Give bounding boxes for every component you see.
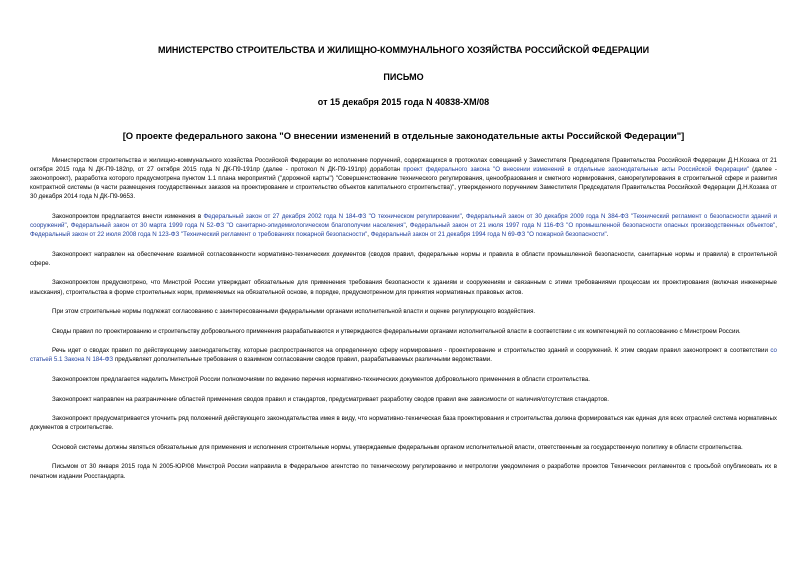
link-law-384fz[interactable]: Федеральный закон от 30 декабря 2009 года N 384-ФЗ "Технический регламент о безопасности зданий и сооружений" bbox=[30, 212, 777, 230]
link-law-52fz[interactable]: Федеральный закон от 30 марта 1999 года N 52-ФЗ "О санитарно-эпидемиологическом благополучии населения" bbox=[70, 222, 406, 230]
separator: , bbox=[66, 222, 71, 230]
paragraph-2 bbox=[30, 212, 777, 239]
separator: , bbox=[775, 222, 777, 230]
paragraph-10: Законопроект предусматривается уточнить ряд положений действующего законодательства имея в виду, что нормативно-техническая база проектирования и строительства должна формироваться как единая для всех отраслей система нормативных документов в строительстве. bbox=[30, 415, 777, 432]
paragraph-8: Законопроектом предлагается наделить Минстрой России полномочиями по ведению перечня нормативно-технических документов добровольного применения в области строительства. bbox=[52, 376, 590, 383]
paragraph-text: Министерством строительства и жилищно-коммунального хозяйства Российской Федерации во исполнение поручений, содержащихся в протоколах совещаний у Заместителя Председателя Правительства Российской Федерации Д.Н.Козака от 21 октября 2015 года N ДК-П9-182пр, от 27 октября 2015 года N ДК-П9-191пр (далее - протокол N ДК-П9-191пр) доработан bbox=[30, 157, 777, 174]
link-law-69fz[interactable]: Федеральный закон от 21 декабря 1994 года N 69-ФЗ "О пожарной безопасности" bbox=[370, 231, 607, 239]
paragraph-12: Письмом от 30 января 2015 года N 2005-ЮР/08 Минстрой России направила в Федеральное агентство по техническому регулированию и метрологии уведомления о разработке проектов Технических регламентов с просьбой опубликовать их в печатном издании Росстандарта. bbox=[30, 463, 777, 480]
paragraph-11: Основой системы должны являться обязательные для применения и исполнения строительные нормы, утверждаемые федеральным органом исполнительной власти, ответственным за государственную политику в области строительства. bbox=[52, 443, 743, 451]
paragraph-6: Своды правил по проектированию и строительству добровольного применения разрабатываются и утверждаются федеральными органами исполнительной власти в соответствии с их компетенцией по согласованию с Минстроем России. bbox=[52, 327, 741, 335]
paragraph-text: Законопроектом предлагается внести изменения в bbox=[52, 212, 204, 220]
paragraph-text: Речь идет о сводах правил по действующему законодательству, которые распространяются на определенную сферу нормирования - проектирование и строительство зданий и сооружений. К этим сводам правил законопроект в соответствии bbox=[52, 347, 771, 355]
separator: , bbox=[461, 212, 466, 220]
paragraph-9: Законопроект направлен на разграничение областей применения сводов правил и стандартов, предусматривает разработку сводов правил вне зависимости от наличия/отсутствия стандартов. bbox=[52, 395, 609, 403]
link-law-184fz[interactable]: Федеральный закон от 27 декабря 2002 года N 184-ФЗ "О техническом регулировании" bbox=[203, 212, 462, 220]
document-title: [О проекте федерального закона "О внесении изменений в отдельные законодательные акты Российской Федерации"] bbox=[122, 130, 685, 141]
paragraph-text: предъявляет дополнительные требования о взаимном согласовании сводов правил, разрабатываемых различными ведомствами. bbox=[113, 356, 492, 364]
link-law-123fz[interactable]: Федеральный закон от 22 июля 2008 года N 123-ФЗ "Технический регламент о требованиях пожарной безопасности" bbox=[30, 231, 368, 239]
document-date-number: от 15 декабря 2015 года N 40838-ХМ/08 bbox=[317, 97, 490, 107]
paragraph-7 bbox=[30, 346, 777, 364]
paragraph-4: Законопроектом предусмотрено, что Минстрой России утверждает обязательные для применения требования безопасности к зданиям и сооружениям и связанным с этими требованиями процессам их проектирования (включая инженерные изыскания), строительства в форме строительных норм, применяемых на обязательной основе, в порядке, предусмотренном для принятия нормативных правовых актов. bbox=[30, 279, 777, 296]
separator: , bbox=[405, 222, 410, 230]
paragraph-text: (далее - законопроект), разработка которого предусмотрена пунктом 1.1 плана мероприятий ("дорожной карты") "Совершенствование технического регулирования, ценообразования и сметного нормирования, саморегулирования в строительной сфере и развития контрактной системы (в части размещения государственных заказов на проектирование и строительство объектов капитального строительства)", утвержденного поручением Заместителя Председателя Правительства Российской Федерации Д.Н.Козака от 30 декабря 2014 года N ДК-П9-9653. bbox=[30, 166, 777, 201]
paragraph-5: При этом строительные нормы подлежат согласованию с заинтересованными федеральными органами исполнительной власти и оценке регулирующего воздействия. bbox=[52, 308, 536, 316]
separator: , bbox=[367, 231, 371, 239]
document-body bbox=[30, 156, 777, 481]
paragraph-3: Законопроект направлен на обеспечение взаимной согласованности нормативно-технических документов (сводов правил, федеральные нормы и правила в области промышленной безопасности, санитарные нормы и правила) в строительной сфере. bbox=[30, 250, 777, 267]
link-article-5-1[interactable]: со статьей 5.1 Закона N 184-ФЗ bbox=[30, 347, 777, 364]
link-draft-law[interactable]: проект федерального закона "О внесении изменений в отдельные законодательные акты Российской Федерации" bbox=[403, 166, 750, 174]
separator: . bbox=[606, 231, 609, 239]
link-law-116fz[interactable]: Федеральный закон от 21 июля 1997 года N 116-ФЗ "О промышленной безопасности опасных производственных объектов" bbox=[409, 222, 776, 230]
issuing-organization: МИНИСТЕРСТВО СТРОИТЕЛЬСТВА И ЖИЛИЩНО-КОММУНАЛЬНОГО ХОЗЯЙСТВА РОССИЙСКОЙ ФЕДЕРАЦИИ bbox=[157, 45, 650, 55]
paragraph-1 bbox=[30, 156, 777, 201]
document-type: ПИСЬМО bbox=[383, 72, 424, 82]
